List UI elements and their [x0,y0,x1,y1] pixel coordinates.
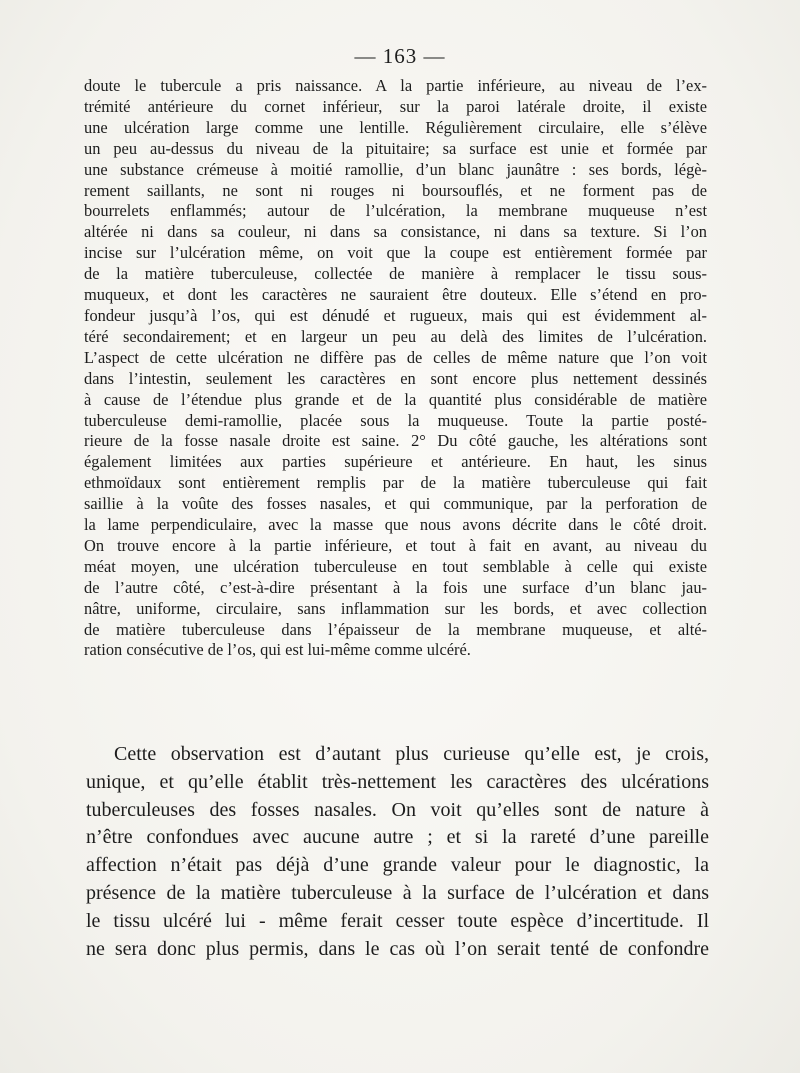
text-line: dans l’intestin, seulement les caractères en sont encore plus nettement dessinés [84,368,707,388]
text-line: Cette observation est d’autant plus curieuse qu’elle est, je crois, [114,743,709,765]
text-line: On trouve encore à la partie inférieure, et tout à fait en avant, au niveau du [84,535,707,555]
text-line: affection n’était pas déjà d’une grande valeur pour le diagnostic, la [86,854,709,877]
text-line: rement saillants, ne sont ni rouges ni boursouflés, et ne forment pas de [84,180,707,200]
text-line: une substance crémeuse à moitié ramollie, d’un blanc jaunâtre : ses bords, légè- [84,159,707,179]
page-number: — 163 — [354,44,446,68]
text-line: unique, et qu’elle établit très-nettement les caractères des ulcérations [86,770,709,793]
text-line: de matière tuberculeuse dans l’épaisseur de la membrane muqueuse, et alté- [84,619,707,639]
observation-paragraph [84,76,707,661]
text-line: n’être confondues avec aucune autre ; et si la rareté d’une pareille [86,826,709,849]
text-line: méat moyen, une ulcération tuberculeuse en tout semblable à celle qui existe [84,556,707,576]
text-line: rieure de la fosse nasale droite est saine. 2° Du côté gauche, les altérations sont [84,431,707,451]
text-line: de l’autre côté, c’est-à-dire présentant à la fois une surface d’un blanc jau- [84,577,707,597]
text-line: la lame perpendiculaire, avec la masse que nous avons décrite dans le côté droit. [84,515,707,535]
text-line: téré secondairement; et en largeur un peu au delà des limites de l’ulcération. [84,326,707,346]
text-line: de la matière tuberculeuse, collectée de manière à remplacer le tissu sous- [84,264,707,284]
text-line: à cause de l’étendue plus grande et de la quantité plus considérable de matière [84,389,707,409]
text-line: tuberculeuse demi-ramollie, placée sous la muqueuse. Toute la partie posté- [84,410,707,430]
text-line: une ulcération large comme une lentille. Régulièrement circulaire, elle s’élève [84,117,707,137]
text-line: présence de la matière tuberculeuse à la surface de l’ulcération et dans [86,881,709,904]
text-line: nâtre, uniforme, circulaire, sans inflammation sur les bords, et avec collection [84,598,707,618]
text-line: doute le tubercule a pris naissance. A la partie inférieure, au niveau de l’ex- [84,76,707,95]
text-line: altérée ni dans sa couleur, ni dans sa consistance, ni dans sa texture. Si l’on [84,222,707,242]
text-line: incise sur l’ulcération même, on voit que la coupe est entièrement formée par [84,243,707,263]
text-line: un peu au-dessus du niveau de la pituitaire; sa surface est unie et formée par [84,138,707,158]
text-line: ethmoïdaux sont entièrement remplis par de la matière tuberculeuse qui fait [84,473,707,493]
text-line: fondeur jusqu’à l’os, qui est dénudé et rugueux, mais qui est évidemment al- [84,305,707,325]
text-line: trémité antérieure du cornet inférieur, sur la paroi latérale droite, il existe [84,96,707,116]
text-line: muqueux, et dont les caractères ne sauraient être douteux. Elle s’étend en pro- [84,285,707,305]
text-line: bourrelets enflammés; autour de l’ulcération, la membrane muqueuse n’est [84,201,707,221]
text-line: L’aspect de cette ulcération ne diffère pas de celles de même nature que l’on voit [84,347,707,367]
text-line: ration consécutive de l’os, qui est lui-même comme ulcéré. [84,640,471,660]
text-line: le tissu ulcéré lui - même ferait cesser toute espèce d’incertitude. Il [86,909,709,932]
text-line: ne sera donc plus permis, dans le cas où l’on serait tenté de confondre [86,937,709,960]
text-line: saillie à la voûte des fosses nasales, et qui communique, par la perforation de [84,494,707,514]
commentary-paragraph [86,741,709,963]
text-line: également limitées aux parties supérieure et antérieure. En haut, les sinus [84,452,707,472]
text-line: tuberculeuses des fosses nasales. On voit qu’elles sont de nature à [86,798,709,821]
